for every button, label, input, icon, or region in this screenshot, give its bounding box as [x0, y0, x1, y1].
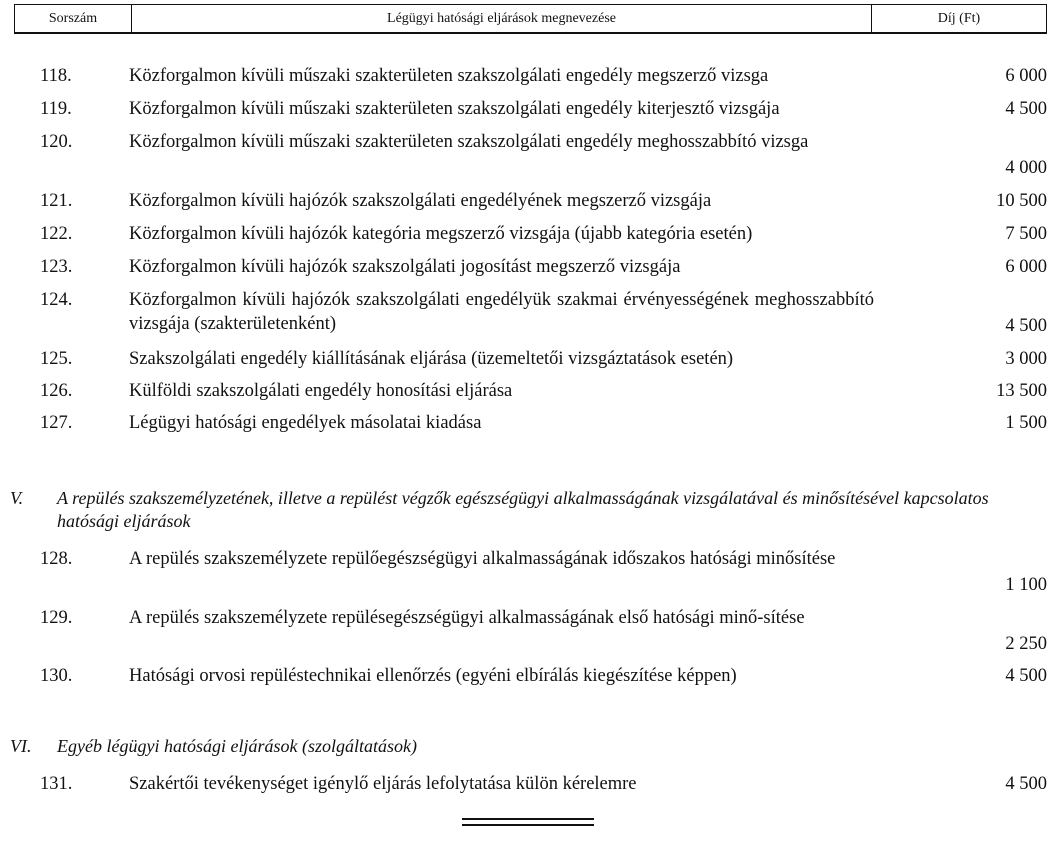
section-number: VI.	[10, 736, 32, 756]
row-number: 130.	[40, 666, 73, 686]
row-fee: 6 000	[1005, 66, 1047, 86]
row-number: 120.	[40, 132, 73, 152]
row-fee: 4 000	[1005, 158, 1047, 178]
row-number: 126.	[40, 381, 73, 401]
row-name: A repülés szakszemélyzete repülésegészségügyi alkalmasságának első hatósági minő-sítése	[129, 608, 805, 628]
row-name: Szakértői tevékenységet igénylő eljárás lefolytatása külön kérelemre	[129, 774, 637, 794]
row-fee: 10 500	[996, 191, 1047, 211]
row-fee: 4 500	[1005, 774, 1047, 794]
row-name: Közforgalmon kívüli hajózók szakszolgálati engedélyének megszerző vizsgája	[129, 191, 712, 211]
header-col-fee: Díj (Ft)	[937, 10, 981, 26]
section-number: V.	[10, 488, 24, 508]
section-title: A repülés szakszemélyzetének, illetve a repülést végzők egészségügyi alkalmasságának vizsgálatával és minősítésével kapcsolatos hatósági eljárások	[57, 488, 989, 531]
header-col-name: Légügyi hatósági eljárások megnevezése	[132, 5, 872, 32]
row-number: 121.	[40, 191, 73, 211]
row-fee: 3 000	[1005, 349, 1047, 369]
row-number: 128.	[40, 549, 73, 569]
row-number: 119.	[40, 99, 72, 119]
section-title: Egyéb légügyi hatósági eljárások (szolgáltatások)	[57, 736, 417, 756]
row-fee: 1 500	[1005, 413, 1047, 433]
closing-rule-bottom	[462, 824, 594, 826]
row-fee: 2 250	[1005, 634, 1047, 654]
row-name: Szakszolgálati engedély kiállításának eljárása (üzemeltetői vizsgáztatások esetén)	[129, 349, 734, 369]
row-name: Külföldi szakszolgálati engedély honosítási eljárása	[129, 381, 513, 401]
row-number: 131.	[40, 774, 73, 794]
row-number: 129.	[40, 608, 73, 628]
row-name: Közforgalmon kívüli műszaki szakterületen szakszolgálati engedély meghosszabbító vizsga	[129, 132, 809, 152]
row-name: Közforgalmon kívüli hajózók szakszolgálati engedélyük szakmai érvényességének meghosszabbító vizsgája (szakterületenként)	[129, 290, 874, 334]
header-col-number: Sorszám	[15, 5, 132, 32]
row-name: A repülés szakszemélyzete repülőegészségügyi alkalmasságának időszakos hatósági minősítése	[129, 549, 836, 569]
closing-rule-top	[462, 818, 594, 820]
row-fee: 4 500	[1005, 99, 1047, 119]
row-name: Hatósági orvosi repüléstechnikai ellenőrzés (egyéni elbírálás kiegészítése képpen)	[129, 666, 737, 686]
row-name: Közforgalmon kívüli hajózók kategória megszerző vizsgája (újabb kategória esetén)	[129, 224, 753, 244]
row-fee: 6 000	[1005, 257, 1047, 277]
row-fee: 4 500	[1005, 666, 1047, 686]
row-name: Légügyi hatósági engedélyek másolatai kiadása	[129, 413, 482, 433]
row-number: 127.	[40, 413, 73, 433]
row-number: 118.	[40, 66, 72, 86]
row-fee: 1 100	[1005, 575, 1047, 595]
row-number: 124.	[40, 290, 73, 310]
table-header	[14, 4, 1047, 34]
row-name: Közforgalmon kívüli műszaki szakterületen szakszolgálati engedély kiterjesztő vizsgája	[129, 99, 780, 119]
row-number: 122.	[40, 224, 73, 244]
row-number: 125.	[40, 349, 73, 369]
row-name: Közforgalmon kívüli műszaki szakterületen szakszolgálati engedély megszerző vizsga	[129, 66, 769, 86]
row-fee: 13 500	[996, 381, 1047, 401]
row-number: 123.	[40, 257, 73, 277]
row-fee: 4 500	[1005, 316, 1047, 336]
row-fee: 7 500	[1005, 224, 1047, 244]
row-name: Közforgalmon kívüli hajózók szakszolgálati jogosítást megszerző vizsgája	[129, 257, 681, 277]
